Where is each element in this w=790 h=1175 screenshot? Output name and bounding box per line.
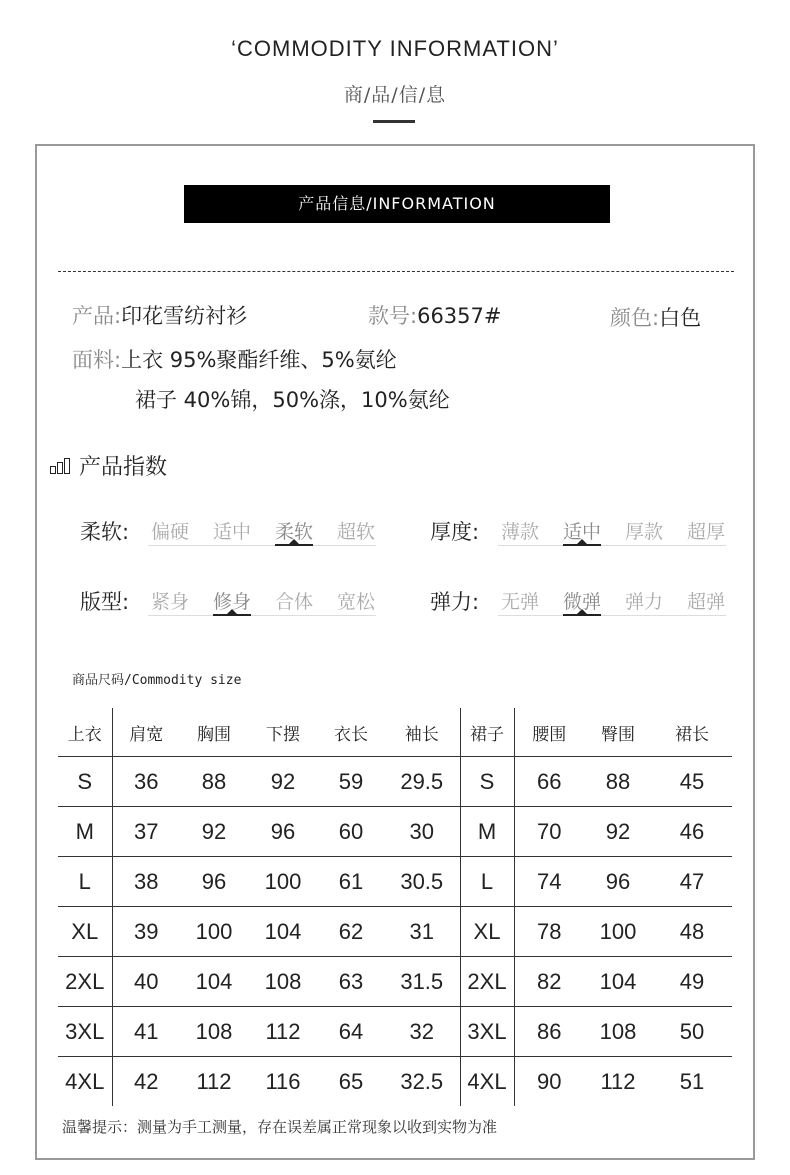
table-row bbox=[58, 957, 732, 1007]
table-cell: 74 bbox=[514, 857, 584, 907]
table-cell: 49 bbox=[652, 957, 732, 1007]
product-label: 产品: bbox=[72, 304, 122, 328]
scale-softness-option-selected: 柔软 bbox=[274, 521, 313, 543]
table-cell: 96 bbox=[180, 857, 248, 907]
table-cell: S bbox=[460, 757, 514, 807]
index-section-title bbox=[50, 450, 167, 481]
color-label: 颜色: bbox=[610, 306, 660, 330]
table-cell: 4XL bbox=[58, 1057, 112, 1107]
table-cell: 92 bbox=[180, 807, 248, 857]
scale-elasticity-track bbox=[498, 615, 726, 616]
table-cell: 31.5 bbox=[384, 957, 460, 1007]
scale-softness-marker bbox=[275, 544, 313, 546]
table-cell: 36 bbox=[112, 757, 180, 807]
index-title: 产品指数 bbox=[79, 455, 168, 480]
table-cell: 88 bbox=[180, 757, 248, 807]
scale-fit-option: 紧身 bbox=[150, 591, 189, 613]
header-cell: 下摆 bbox=[248, 708, 318, 757]
table-cell: 30.5 bbox=[384, 857, 460, 907]
style-row bbox=[368, 300, 501, 330]
scale-elasticity-option-selected: 微弹 bbox=[562, 591, 601, 613]
table-cell: 61 bbox=[318, 857, 384, 907]
table-cell: 32 bbox=[384, 1007, 460, 1057]
table-cell: 65 bbox=[338, 1068, 364, 1094]
fabric-line-1: 上衣 95%聚酯纤维、5%氨纶 bbox=[121, 348, 397, 372]
fabric-line-2: 裙子 40%锦，50%涤，10%氨纶 bbox=[135, 388, 450, 412]
table-cell: 41 bbox=[112, 1007, 180, 1057]
table-cell: L bbox=[58, 857, 112, 907]
size-table bbox=[58, 708, 732, 1106]
table-cell: 3XL bbox=[460, 1007, 514, 1057]
table-cell: 38 bbox=[112, 857, 180, 907]
header-cell: 上衣 bbox=[58, 708, 112, 757]
table-cell: 4XL bbox=[460, 1057, 514, 1107]
table-cell: 60 bbox=[318, 807, 384, 857]
table-cell: 104 bbox=[248, 907, 318, 957]
table-cell: 108 bbox=[584, 1007, 652, 1057]
scale-fit-marker bbox=[213, 614, 251, 616]
table-cell: 37 bbox=[112, 807, 180, 857]
table-cell: 2XL bbox=[58, 957, 112, 1007]
table-cell: 100 bbox=[180, 907, 248, 957]
table-cell: 78 bbox=[514, 907, 584, 957]
scale-elasticity-marker bbox=[563, 614, 601, 616]
table-cell: 50 bbox=[652, 1007, 732, 1057]
size-table-header bbox=[58, 708, 732, 757]
scale-fit-track bbox=[148, 615, 376, 616]
table-row bbox=[58, 857, 732, 907]
table-cell: 31 bbox=[384, 907, 460, 957]
color-value: 白色 bbox=[659, 306, 702, 330]
scale-softness-track bbox=[148, 545, 376, 546]
table-cell: 46 bbox=[652, 807, 732, 857]
info-banner: 产品信息/INFORMATION bbox=[184, 185, 610, 223]
header-cell: 袖长 bbox=[384, 708, 460, 757]
dashed-divider bbox=[58, 271, 734, 272]
header-cell: 裙子 bbox=[460, 708, 514, 757]
table-cell: 39 bbox=[112, 907, 180, 957]
table-cell: 82 bbox=[514, 957, 584, 1007]
table-cell: 96 bbox=[248, 807, 318, 857]
table-cell: 92 bbox=[248, 757, 318, 807]
scale-fit-option: 合体 bbox=[274, 591, 313, 613]
table-row bbox=[58, 757, 732, 807]
table-cell: 32.5 bbox=[384, 1057, 460, 1107]
scale-thickness-label: 厚度: bbox=[430, 520, 480, 544]
table-cell: 42 bbox=[134, 1068, 159, 1094]
scale-fit-option: 宽松 bbox=[336, 591, 375, 613]
header-cell: 肩宽 bbox=[112, 708, 180, 757]
color-row bbox=[610, 302, 701, 332]
table-cell: XL bbox=[58, 907, 112, 957]
table-row bbox=[58, 807, 732, 857]
header-divider bbox=[373, 120, 415, 123]
scale-thickness-track bbox=[498, 545, 726, 546]
table-cell: 40 bbox=[112, 957, 180, 1007]
table-cell: 66 bbox=[514, 757, 584, 807]
table-cell: 92 bbox=[584, 807, 652, 857]
scale-fit-pointer-icon bbox=[227, 609, 237, 614]
scale-thickness-marker bbox=[563, 544, 601, 546]
table-cell: 3XL bbox=[58, 1007, 112, 1057]
fabric-row bbox=[72, 344, 397, 374]
table-cell: 59 bbox=[318, 757, 384, 807]
table-cell: L bbox=[460, 857, 514, 907]
fabric-row-2 bbox=[135, 384, 450, 414]
header-cell: 衣长 bbox=[318, 708, 384, 757]
fabric-label: 面料: bbox=[72, 348, 122, 372]
table-cell: 100 bbox=[584, 907, 652, 957]
table-cell: 112 bbox=[248, 1007, 318, 1057]
scale-thickness-option: 薄款 bbox=[500, 521, 539, 543]
product-value: 印花雪纺衬衫 bbox=[121, 304, 248, 328]
table-row bbox=[58, 1007, 732, 1057]
table-cell: 51 bbox=[679, 1068, 705, 1094]
table-cell: 88 bbox=[584, 757, 652, 807]
scale-softness-label: 柔软: bbox=[80, 520, 130, 544]
header-cell: 臀围 bbox=[584, 708, 652, 757]
scale-elasticity-option: 弹力 bbox=[624, 591, 663, 613]
scale-softness-option: 超软 bbox=[336, 521, 375, 543]
table-cell: 70 bbox=[514, 807, 584, 857]
scale-thickness-option: 厚款 bbox=[624, 521, 663, 543]
table-cell: 116 bbox=[265, 1068, 301, 1094]
scale-softness-option: 适中 bbox=[212, 521, 251, 543]
scale-elasticity-option: 无弹 bbox=[500, 591, 539, 613]
table-cell: M bbox=[460, 807, 514, 857]
scale-fit-option-selected: 修身 bbox=[212, 591, 251, 613]
table-cell: 86 bbox=[514, 1007, 584, 1057]
table-row bbox=[58, 907, 732, 957]
table-cell: 2XL bbox=[460, 957, 514, 1007]
table-row bbox=[58, 1057, 732, 1107]
table-cell: 104 bbox=[584, 957, 652, 1007]
table-cell: 100 bbox=[248, 857, 318, 907]
table-cell: 112 bbox=[196, 1068, 232, 1094]
table-cell: 63 bbox=[318, 957, 384, 1007]
table-cell: 104 bbox=[180, 957, 248, 1007]
style-value: 66357# bbox=[417, 304, 502, 328]
table-cell: 90 bbox=[537, 1068, 562, 1094]
scale-thickness-pointer-icon bbox=[577, 539, 587, 544]
scale-elasticity-pointer-icon bbox=[577, 609, 587, 614]
scale-thickness-option: 超厚 bbox=[686, 521, 725, 543]
header-cell: 裙长 bbox=[652, 708, 732, 757]
table-cell: 45 bbox=[652, 757, 732, 807]
table-cell: 108 bbox=[180, 1007, 248, 1057]
header-subtitle: 商/品/信/息 bbox=[343, 84, 447, 106]
table-cell: 64 bbox=[318, 1007, 384, 1057]
scale-elasticity-label: 弹力: bbox=[430, 590, 480, 614]
scale-softness-option: 偏硬 bbox=[150, 521, 189, 543]
header-cell: 胸围 bbox=[180, 708, 248, 757]
table-cell: M bbox=[58, 807, 112, 857]
scale-elasticity-option: 超弹 bbox=[686, 591, 725, 613]
table-cell: 29.5 bbox=[384, 757, 460, 807]
table-cell: 112 bbox=[600, 1068, 636, 1094]
size-table-title: 商品尺码/Commodity size bbox=[72, 673, 242, 688]
bar-chart-icon bbox=[50, 458, 71, 474]
table-cell: 30 bbox=[384, 807, 460, 857]
style-label: 款号: bbox=[368, 304, 418, 328]
measurement-note: 温馨提示：测量为手工测量，存在误差属正常现象以收到实物为准 bbox=[62, 1118, 498, 1136]
table-cell: XL bbox=[460, 907, 514, 957]
header-cell: 腰围 bbox=[514, 708, 584, 757]
table-cell: 47 bbox=[652, 857, 732, 907]
table-cell: 96 bbox=[584, 857, 652, 907]
header-title: ‘COMMODITY INFORMATION’ bbox=[231, 36, 559, 61]
table-cell: 62 bbox=[318, 907, 384, 957]
product-row bbox=[72, 300, 247, 330]
table-cell: 108 bbox=[248, 957, 318, 1007]
scale-fit-label: 版型: bbox=[80, 590, 130, 614]
scale-softness-pointer-icon bbox=[289, 539, 299, 544]
table-cell: S bbox=[58, 757, 112, 807]
table-cell: 48 bbox=[652, 907, 732, 957]
scale-thickness-option-selected: 适中 bbox=[562, 521, 601, 543]
